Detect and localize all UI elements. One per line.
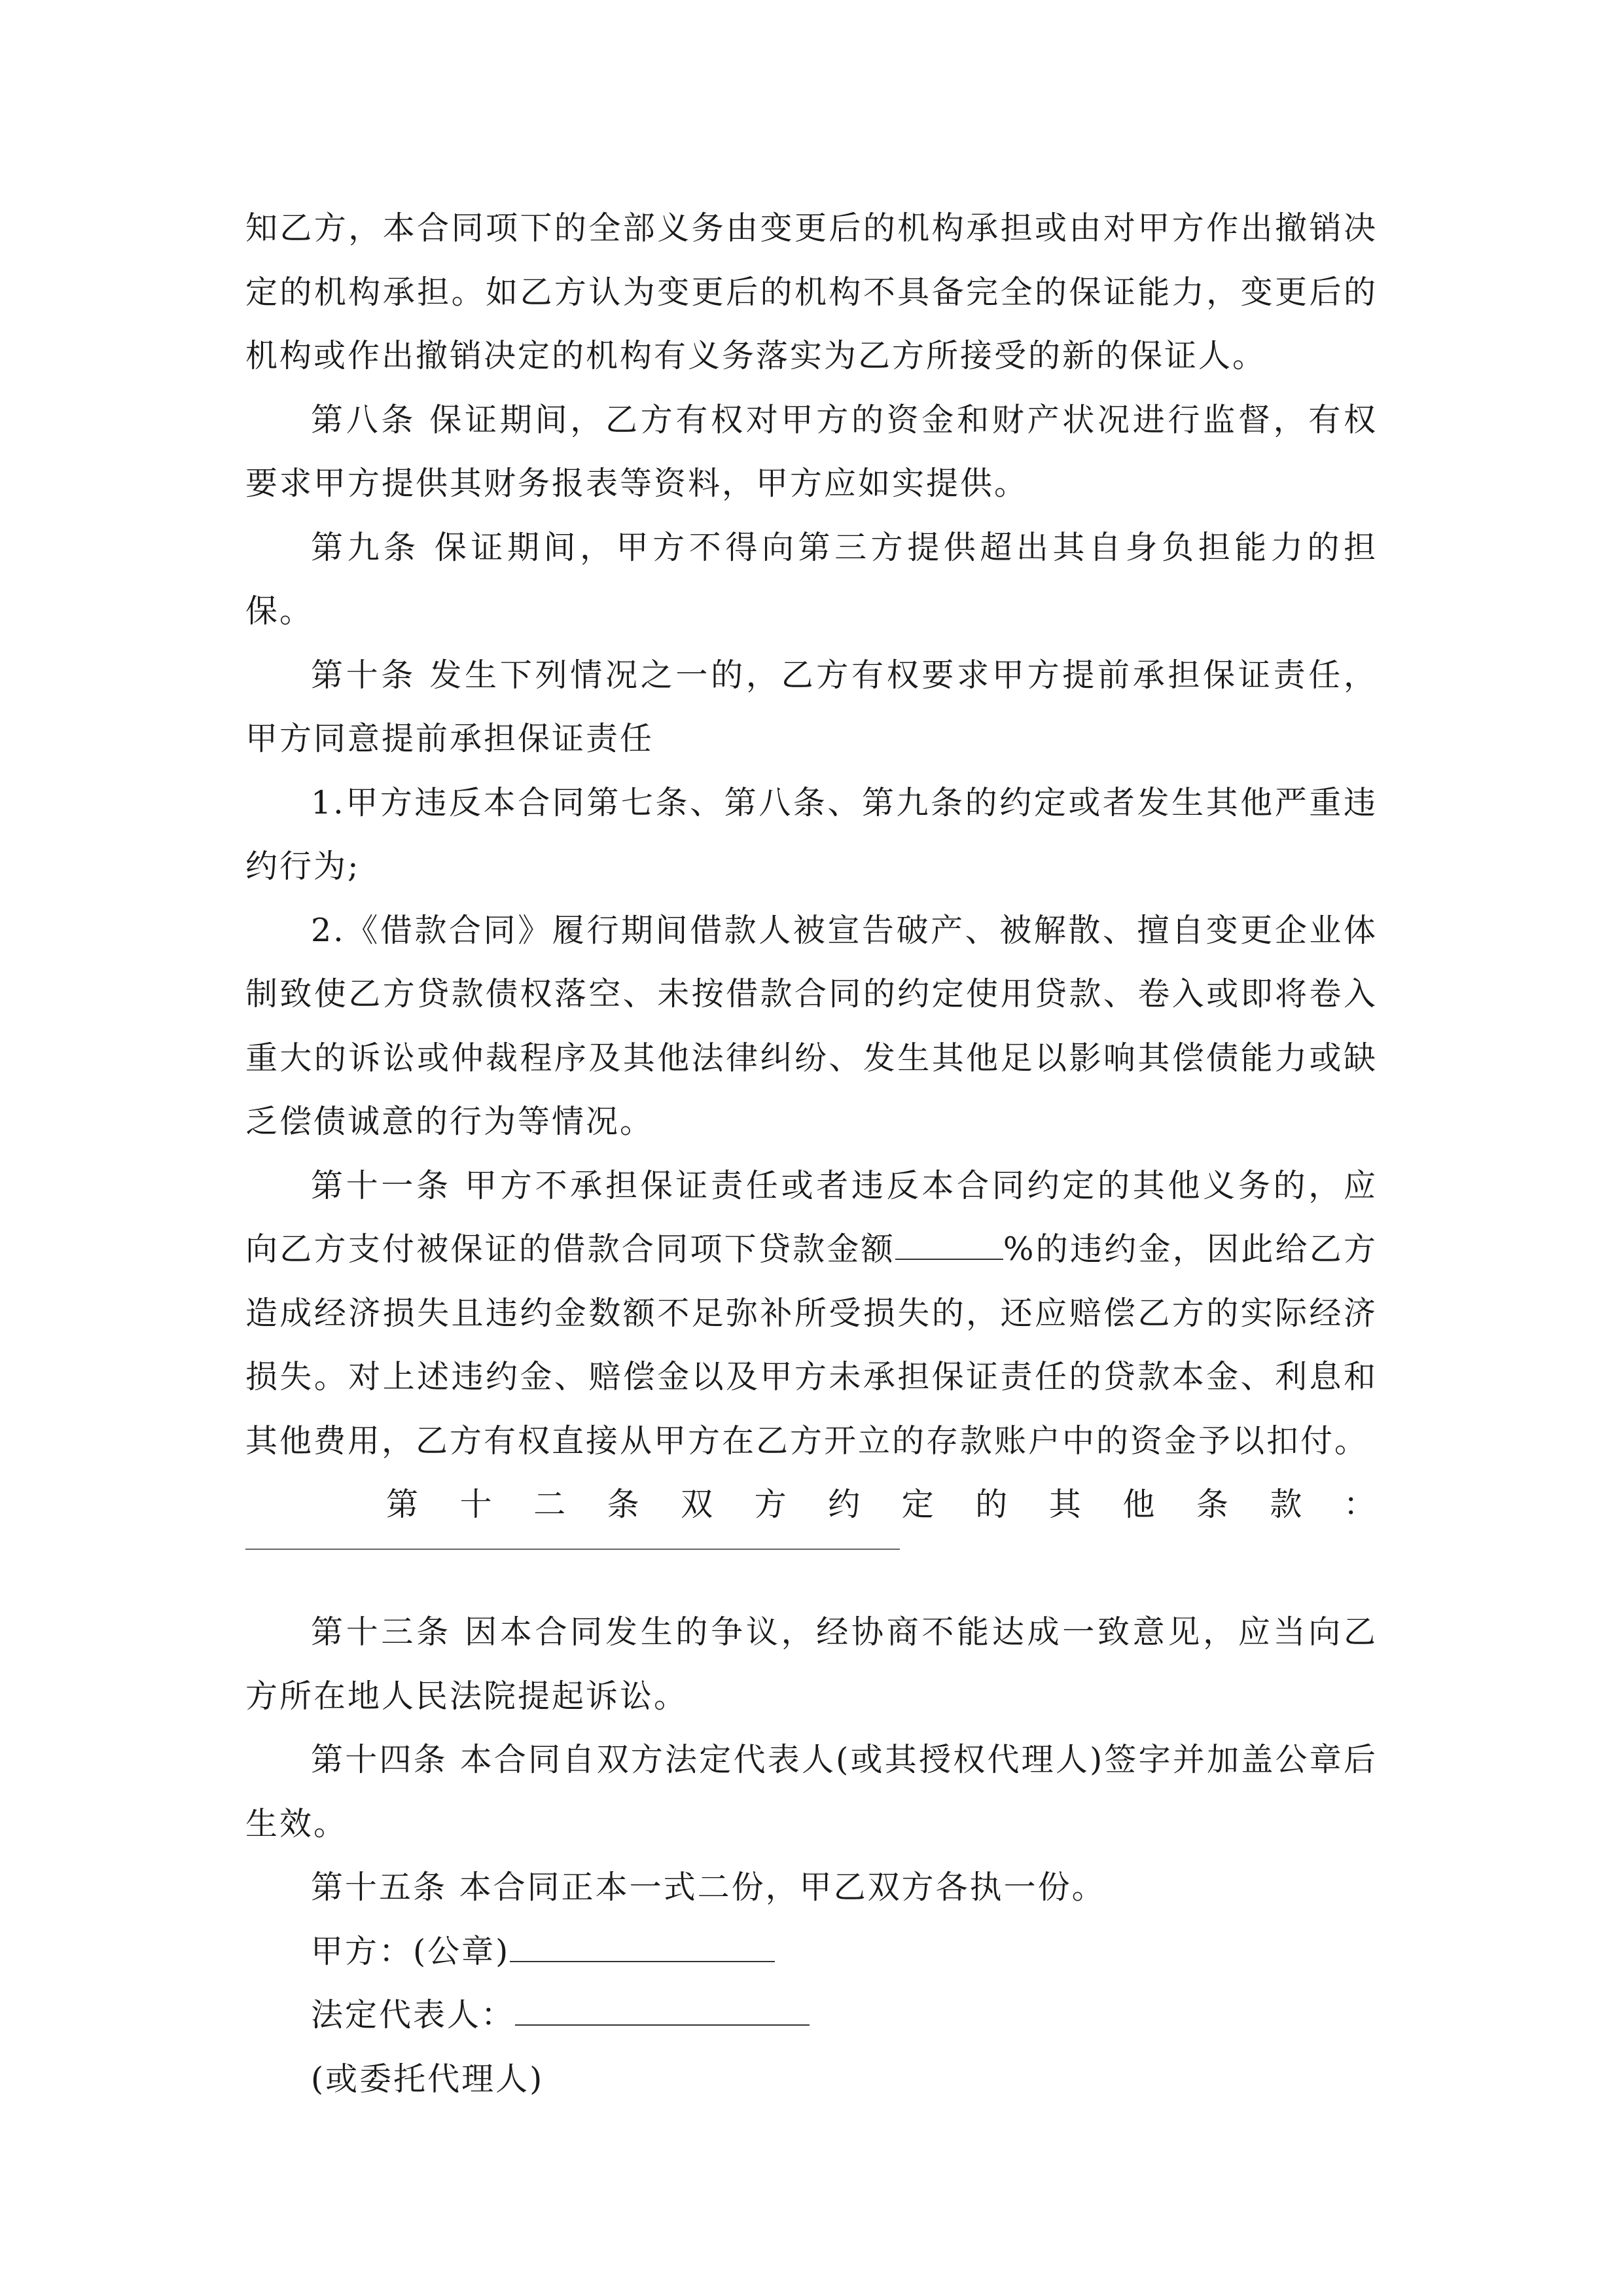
article-10-item-1: 1.甲方违反本合同第七条、第八条、第九条的约定或者发生其他严重违约行为;	[245, 783, 1378, 885]
article-12-char: 二	[533, 1486, 568, 1523]
article-12-char: 约	[828, 1486, 863, 1523]
article-12-char: 双	[681, 1486, 715, 1523]
article-12-char: 条	[607, 1486, 641, 1523]
article-12-char: 十	[459, 1486, 494, 1523]
article-12-char: 方	[754, 1486, 789, 1523]
article-11-part-b: %的违约金，因此给乙方造成经济损失且违约金数额不足弥补所受损失的，还应赔偿乙方的实际经济损失。对上述违约金、赔偿金以及甲方未承担保证责任的贷款本金、利息和其他费用，乙方有权直接从甲方在乙方开立的存款账户中的资金予以扣付。	[245, 1230, 1378, 1460]
legal-rep-signature-line	[245, 1983, 1378, 2047]
party-a-label: 甲方：(公章)	[311, 1932, 510, 1970]
legal-rep-label: 法定代表人：	[311, 1996, 516, 2034]
party-a-seal-blank	[510, 1929, 775, 1962]
article-14: 第十四条 本合同自双方法定代表人(或其授权代理人)签字并加盖公章后生效。	[245, 1741, 1378, 1842]
agent-line: (或委托代理人)	[311, 2060, 544, 2098]
article-12-char: 其	[1048, 1486, 1083, 1523]
party-a-signature-line	[245, 1920, 1378, 1984]
article-12-char: 第	[386, 1486, 421, 1523]
legal-rep-blank	[515, 1992, 810, 2026]
fill-in-underline	[245, 1549, 900, 1550]
article-10-item-2: 2.《借款合同》履行期间借款人被宣告破产、被解散、擅自变更企业体制致使乙方贷款债权落空、未按借款合同的约定使用贷款、卷入或即将卷入重大的诉讼或仲裁程序及其他法律纠纷、发生其他足以影响其偿债能力或缺乏偿债诚意的行为等情况。	[245, 911, 1378, 1140]
article-12-char: 他	[1122, 1486, 1157, 1523]
article-15: 第十五条 本合同正本一式二份，甲乙双方各执一份。	[311, 1869, 1106, 1906]
article-11	[245, 1154, 1378, 1473]
article-12-char: 的	[975, 1486, 1010, 1523]
article-11-part-a: 第十一条 甲方不承担保证责任或者违反本合同约定的其他义务的，应向乙方支付被保证的借款合同项下贷款金额	[245, 1166, 1378, 1268]
contract-body	[245, 196, 1378, 2111]
article-12	[245, 1473, 1378, 1537]
article-9: 第九条 保证期间，甲方不得向第三方提供超出其自身负担能力的担保。	[245, 528, 1378, 630]
article-12-char: 条	[1196, 1486, 1230, 1523]
article-10: 第十条 发生下列情况之一的，乙方有权要求甲方提前承担保证责任，甲方同意提前承担保证责任	[245, 656, 1378, 757]
paragraph-continuation: 知乙方，本合同项下的全部义务由变更后的机构承担或由对甲方作出撤销决定的机构承担。如乙方认为变更后的机构不具备完全的保证能力，变更后的机构或作出撤销决定的机构有义务落实为乙方所接受的新的保证人。	[245, 209, 1378, 374]
article-8: 第八条 保证期间，乙方有权对甲方的资金和财产状况进行监督，有权要求甲方提供其财务报表等资料，甲方应如实提供。	[245, 401, 1378, 502]
article-13: 第十三条 因本合同发生的争议，经协商不能达成一致意见，应当向乙方所在地人民法院提起诉讼。	[245, 1613, 1378, 1715]
article-12-fill-line	[245, 1537, 1378, 1601]
article-12-char: 款	[1270, 1486, 1304, 1523]
penalty-percent-blank	[895, 1227, 1003, 1260]
article-12-char: ：	[1343, 1486, 1378, 1523]
article-12-char: 定	[901, 1486, 936, 1523]
